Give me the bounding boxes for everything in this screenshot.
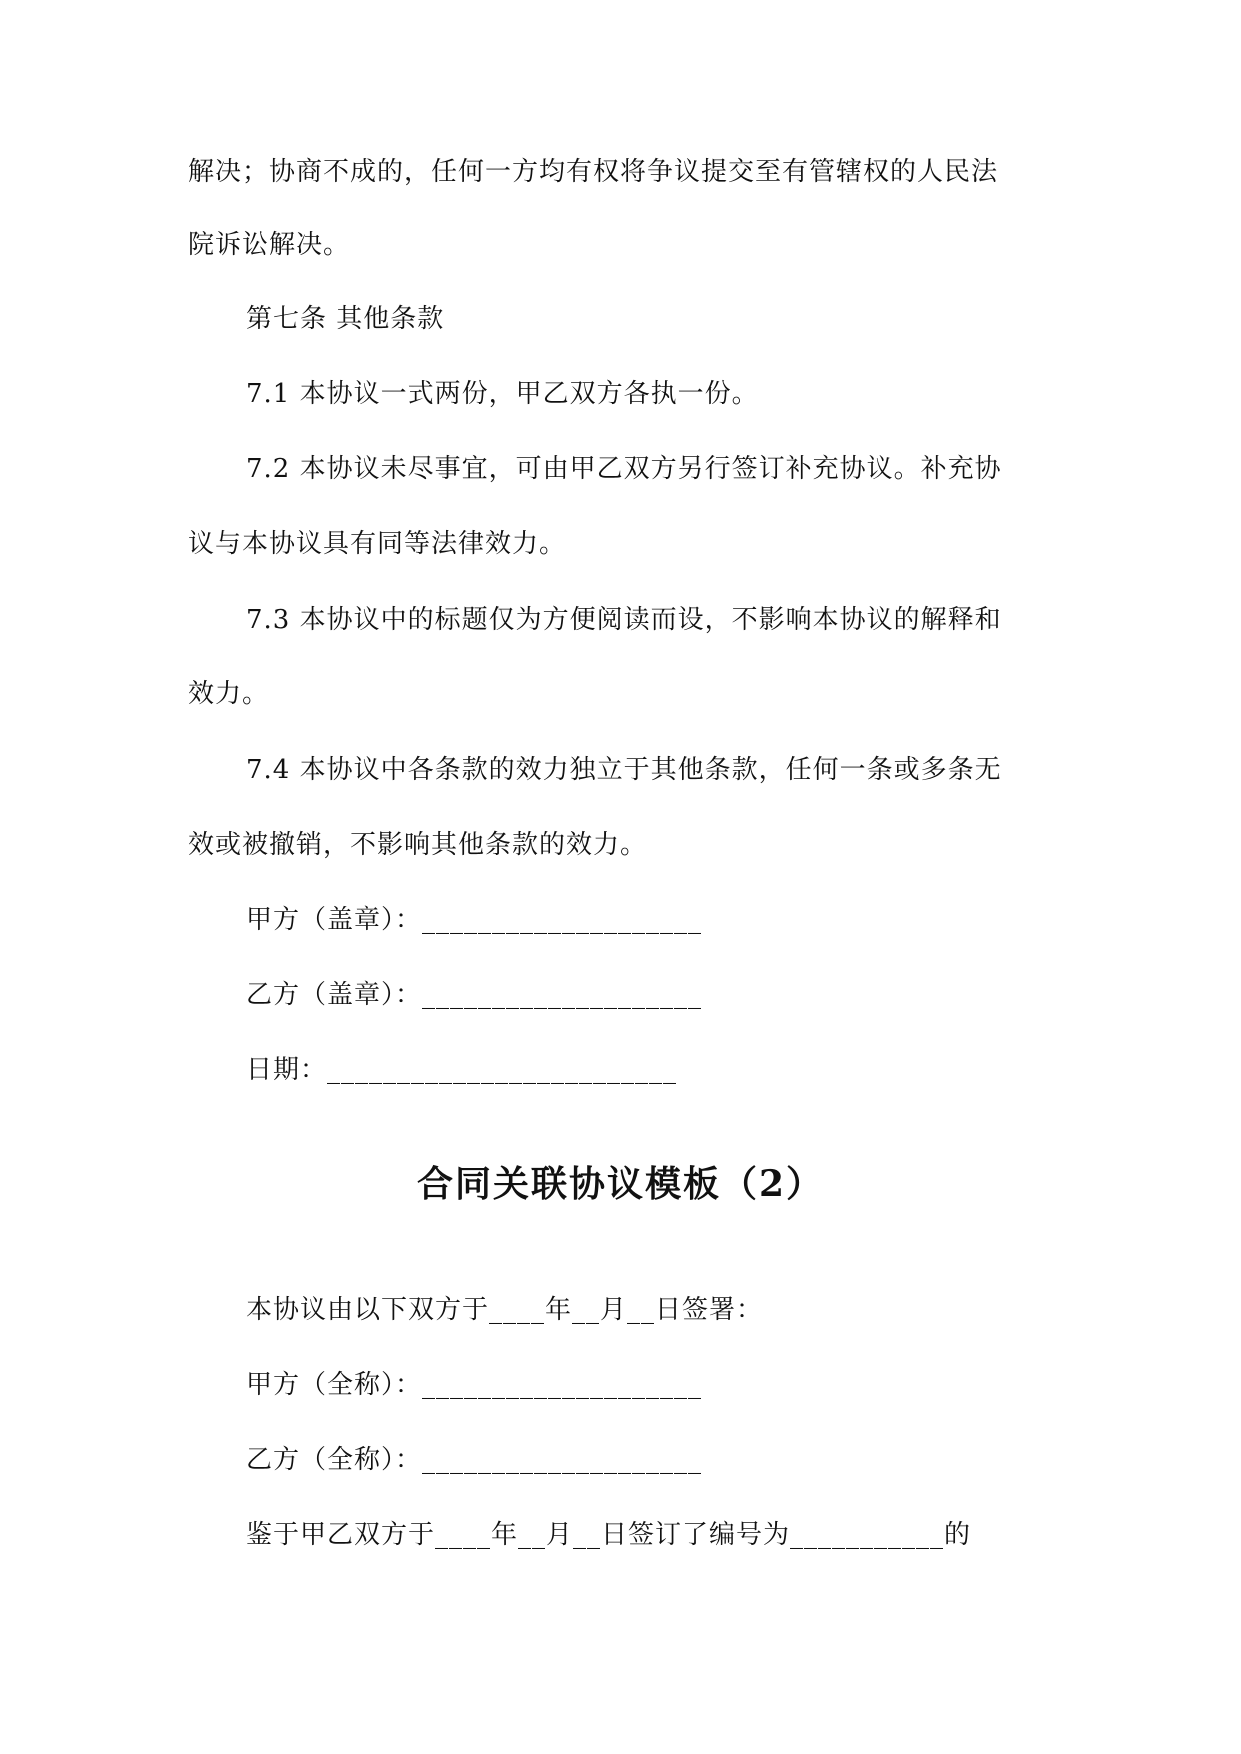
paragraph-line: 效或被撤销，不影响其他条款的效力。 (188, 830, 648, 860)
article-heading: 第七条 其他条款 (246, 304, 445, 334)
clause-7-2: 7.2 本协议未尽事宜，可由甲乙双方另行签订补充协议。补充协 (246, 454, 1002, 484)
party-b-seal-line: 乙方（盖章）：____________________ (246, 980, 703, 1010)
paragraph-line: 院诉讼解决。 (188, 230, 351, 260)
document-title: 合同关联协议模板（2） (416, 1163, 825, 1205)
date-line: 日期：_________________________ (246, 1055, 678, 1085)
clause-7-3: 7.3 本协议中的标题仅为方便阅读而设，不影响本协议的解释和 (246, 605, 1002, 635)
party-a-seal-line: 甲方（盖章）：____________________ (246, 905, 703, 935)
party-b-name-line: 乙方（全称）：____________________ (246, 1445, 703, 1475)
paragraph-line: 议与本协议具有同等法律效力。 (188, 529, 567, 559)
clause-7-1: 7.1 本协议一式两份，甲乙双方各执一份。 (246, 379, 759, 409)
signing-date-line: 本协议由以下双方于____年__月__日签署： (246, 1295, 764, 1325)
paragraph-line: 效力。 (188, 679, 270, 709)
clause-7-4: 7.4 本协议中各条款的效力独立于其他条款，任何一条或多条无 (246, 755, 1002, 785)
recital-line: 鉴于甲乙双方于____年__月__日签订了编号为___________的 (246, 1520, 972, 1550)
party-a-name-line: 甲方（全称）：____________________ (246, 1370, 703, 1400)
paragraph-line: 解决；协商不成的，任何一方均有权将争议提交至有管辖权的人民法 (188, 157, 999, 187)
